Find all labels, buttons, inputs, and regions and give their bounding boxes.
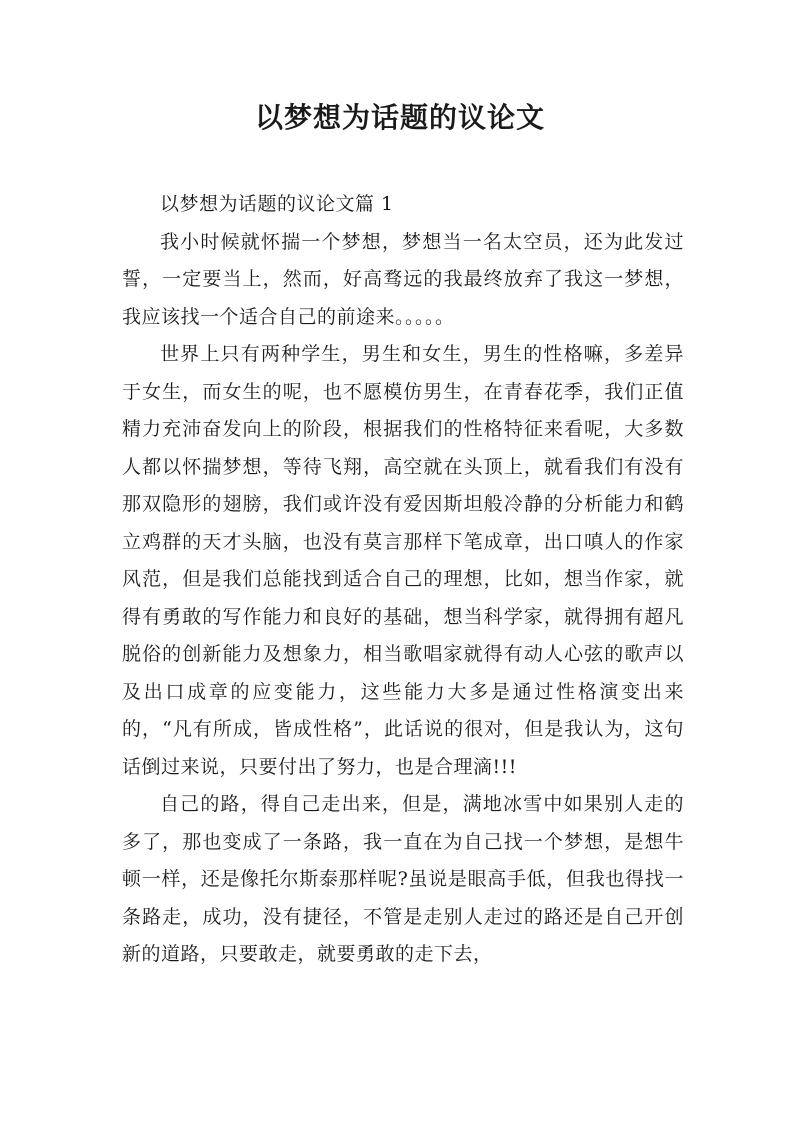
document-body bbox=[122, 186, 684, 974]
paragraph-3: 自己的路，得自己走出来，但是，满地冰雪中如果别人走的多了，那也变成了一条路，我一直在为自己找一个梦想，是想牛顿一样，还是像托尔斯泰那样呢?虽说是眼高手低，但我也得找一条路走，成功，没有捷径，不管是走别人走过的路还是自己开创新的道路，只要敢走，就要勇敢的走下去， bbox=[122, 793, 684, 965]
section-heading: 以梦想为话题的议论文篇 1 bbox=[160, 193, 394, 215]
document-title: 以梦想为话题的议论文 bbox=[254, 101, 545, 134]
paragraph-1: 我小时候就怀揣一个梦想，梦想当一名太空员，还为此发过誓，一定要当上，然而，好高骛远的我最终放弃了我这一梦想，我应该找一个适合自己的前途来。。。。。 bbox=[122, 230, 684, 328]
paragraph-2: 世界上只有两种学生，男生和女生，男生的性格嘛，多差异于女生，而女生的呢，也不愿模仿男生，在青春花季，我们正值精力充沛奋发向上的阶段，根据我们的性格特征来看呢，大多数人都以怀揣梦想，等待飞翔，高空就在头顶上，就看我们有没有那双隐形的翅膀，我们或许没有爱因斯坦般冷静的分析能力和鹤立鸡群的天才头脑，也没有莫言那样下笔成章，出口嗔人的作家风范，但是我们总能找到适合自己的理想，比如，想当作家，就得有勇敢的写作能力和良好的基础，想当科学家，就得拥有超凡脱俗的创新能力及想象力，相当歌唱家就得有动人心弦的歌声以及出口成章的应变能力，这些能力大多是通过性格演变出来的，“凡有所成，皆成性格”，此话说的很对，但是我认为，这句话倒过来说，只要付出了努力，也是合理滴!!! bbox=[122, 343, 684, 778]
